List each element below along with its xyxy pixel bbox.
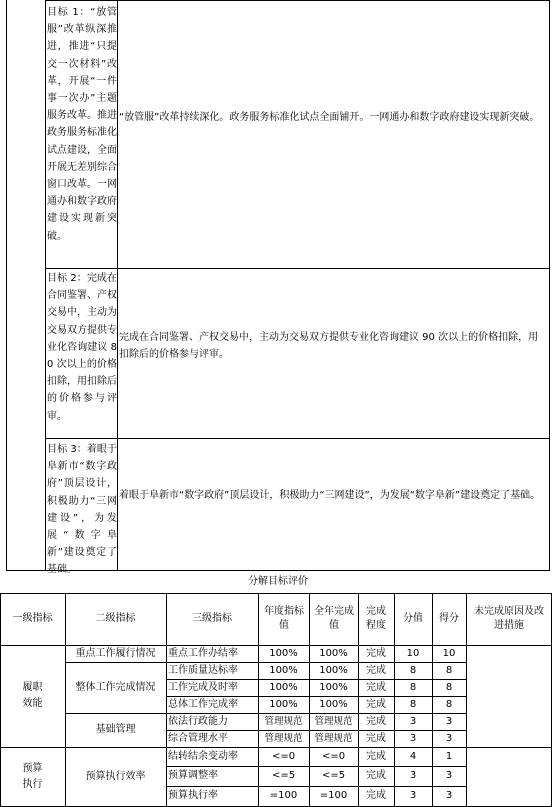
- table-row-target: 100%: [269, 664, 298, 676]
- header-level3: 三级指标: [192, 613, 232, 624]
- table-row-level3: 工作完成及时率: [168, 681, 238, 693]
- level2-overall-work: 整体工作完成情况: [75, 681, 156, 693]
- table-row-score: 3: [445, 715, 453, 727]
- table-row-done: 100%: [319, 698, 348, 710]
- goal-1-result: “放管服”改革持续深化。政务服务标准化试点全面铺开。一网通办和数字政府建设实现新突破。: [119, 112, 540, 123]
- table-row-degree: 完成: [366, 715, 386, 727]
- table-row-done: 100%: [319, 647, 348, 659]
- table-row-score: 3: [445, 770, 453, 781]
- table-row-value: 3: [409, 715, 417, 727]
- table-row-done: <=5: [321, 770, 346, 781]
- table-row-target: <=0: [271, 750, 296, 762]
- level2-basic-management: 基础管理: [95, 724, 136, 735]
- level2-key-work: 重点工作履行情况: [75, 647, 156, 659]
- level1-performance: 履职效能: [22, 682, 43, 709]
- table-row-degree: 完成: [366, 732, 386, 744]
- table-row-score: 8: [445, 681, 453, 693]
- table-row-level3: 综合管理水平: [168, 732, 228, 744]
- goal-3-target: 目标 3：着眼于阜新市“数字政府”顶层设计，积极助力“三网建设”，为发展“数字阜新”建设奠定了基础。: [47, 444, 117, 576]
- table-row-degree: 完成: [366, 681, 386, 693]
- table-row-done: 管理规范: [314, 715, 353, 727]
- header-score-got: 得分: [439, 613, 459, 624]
- table-row-degree: 完成: [366, 790, 386, 801]
- table-row-done: 100%: [319, 664, 348, 676]
- table-row-value: 8: [409, 698, 417, 710]
- level1-budget-execution: 预算执行: [22, 762, 43, 790]
- table-row-level3: 工作质量达标率: [168, 664, 238, 676]
- table-row-value: 8: [409, 681, 417, 693]
- goal-2-target: 目标 2：完成在合同鉴署、产权交易中，主动为交易双方提供专业化咨询建议 80 次以上的价格扣除，用扣除后的价格参与评审。: [47, 273, 117, 422]
- table-row-score: 8: [445, 664, 453, 676]
- table-row-target: 管理规范: [264, 715, 303, 727]
- table-row-value: 3: [409, 790, 417, 801]
- goal-1-target: 目标 1：“放管服”改革纵深推进，推进“只提交一次材料”改革，开展“一件事一次办”主题服务改革。推进政务服务标准化试点建设，全面开展无差别综合窗口改革。一网通办和数字政府建设实现新突破。: [47, 7, 117, 242]
- table-row-level3: 重点工作办结率: [168, 647, 238, 659]
- table-row-score: 3: [445, 790, 453, 801]
- table-row-done: 管理规范: [314, 732, 353, 744]
- table-row-value: 3: [409, 770, 417, 781]
- table-row-score: 3: [445, 732, 453, 744]
- table-row-level3: 依法行政能力: [168, 715, 228, 727]
- table-row-degree: 完成: [366, 770, 386, 781]
- evaluation-title: 分解目标评价: [248, 576, 308, 587]
- table-row-target: 管理规范: [264, 732, 303, 744]
- table-row-value: 10: [406, 647, 420, 659]
- table-row-target: 100%: [269, 647, 298, 659]
- table-row-degree: 完成: [366, 647, 386, 659]
- header-level1: 一级指标: [12, 613, 53, 624]
- table-row-level3: 预算调整率: [168, 770, 218, 781]
- table-row-score: 1: [445, 750, 453, 762]
- header-level2: 二级指标: [95, 613, 136, 624]
- table-row-target: <=5: [271, 770, 296, 781]
- table-row-value: 4: [409, 750, 417, 762]
- table-row-degree: 完成: [366, 750, 386, 762]
- table-row-value: 8: [409, 664, 417, 676]
- table-row-level3: 预算执行率: [168, 790, 218, 801]
- table-row-target: 100%: [269, 681, 298, 693]
- table-row-target: =100: [269, 790, 298, 801]
- table-row-score: 8: [445, 698, 453, 710]
- table-row-done: =100: [319, 790, 348, 801]
- table-row-degree: 完成: [366, 698, 386, 710]
- header-reason: 未完成原因及改进措施: [474, 606, 544, 631]
- table-row-degree: 完成: [366, 664, 386, 676]
- header-annual-done: 全年完成值: [314, 606, 354, 631]
- table-row-done: 100%: [319, 681, 348, 693]
- table-row-level3: 总体工作完成率: [168, 698, 238, 710]
- header-degree: 完成程度: [366, 606, 386, 631]
- table-row-target: 100%: [269, 698, 298, 710]
- header-annual-target: 年度指标值: [264, 606, 304, 631]
- header-score-value: 分值: [403, 613, 423, 624]
- table-row-value: 3: [409, 732, 417, 744]
- level2-budget-efficiency: 预算执行效率: [85, 770, 146, 782]
- goal-3-result: 着眼于阜新市“数字政府”顶层设计，积极助力“三网建设”，为发展“数字阜新”建设奠定了基础。: [119, 490, 541, 501]
- table-row-level3: 结转结余变动率: [168, 750, 238, 762]
- goal-2-result: 完成在合同鉴署、产权交易中，主动为交易双方提供专业化咨询建议 90 次以上的价格扣除，用扣除后的价格参与评审。: [119, 332, 539, 360]
- table-row-done: <=0: [321, 750, 346, 762]
- table-row-score: 10: [442, 647, 456, 659]
